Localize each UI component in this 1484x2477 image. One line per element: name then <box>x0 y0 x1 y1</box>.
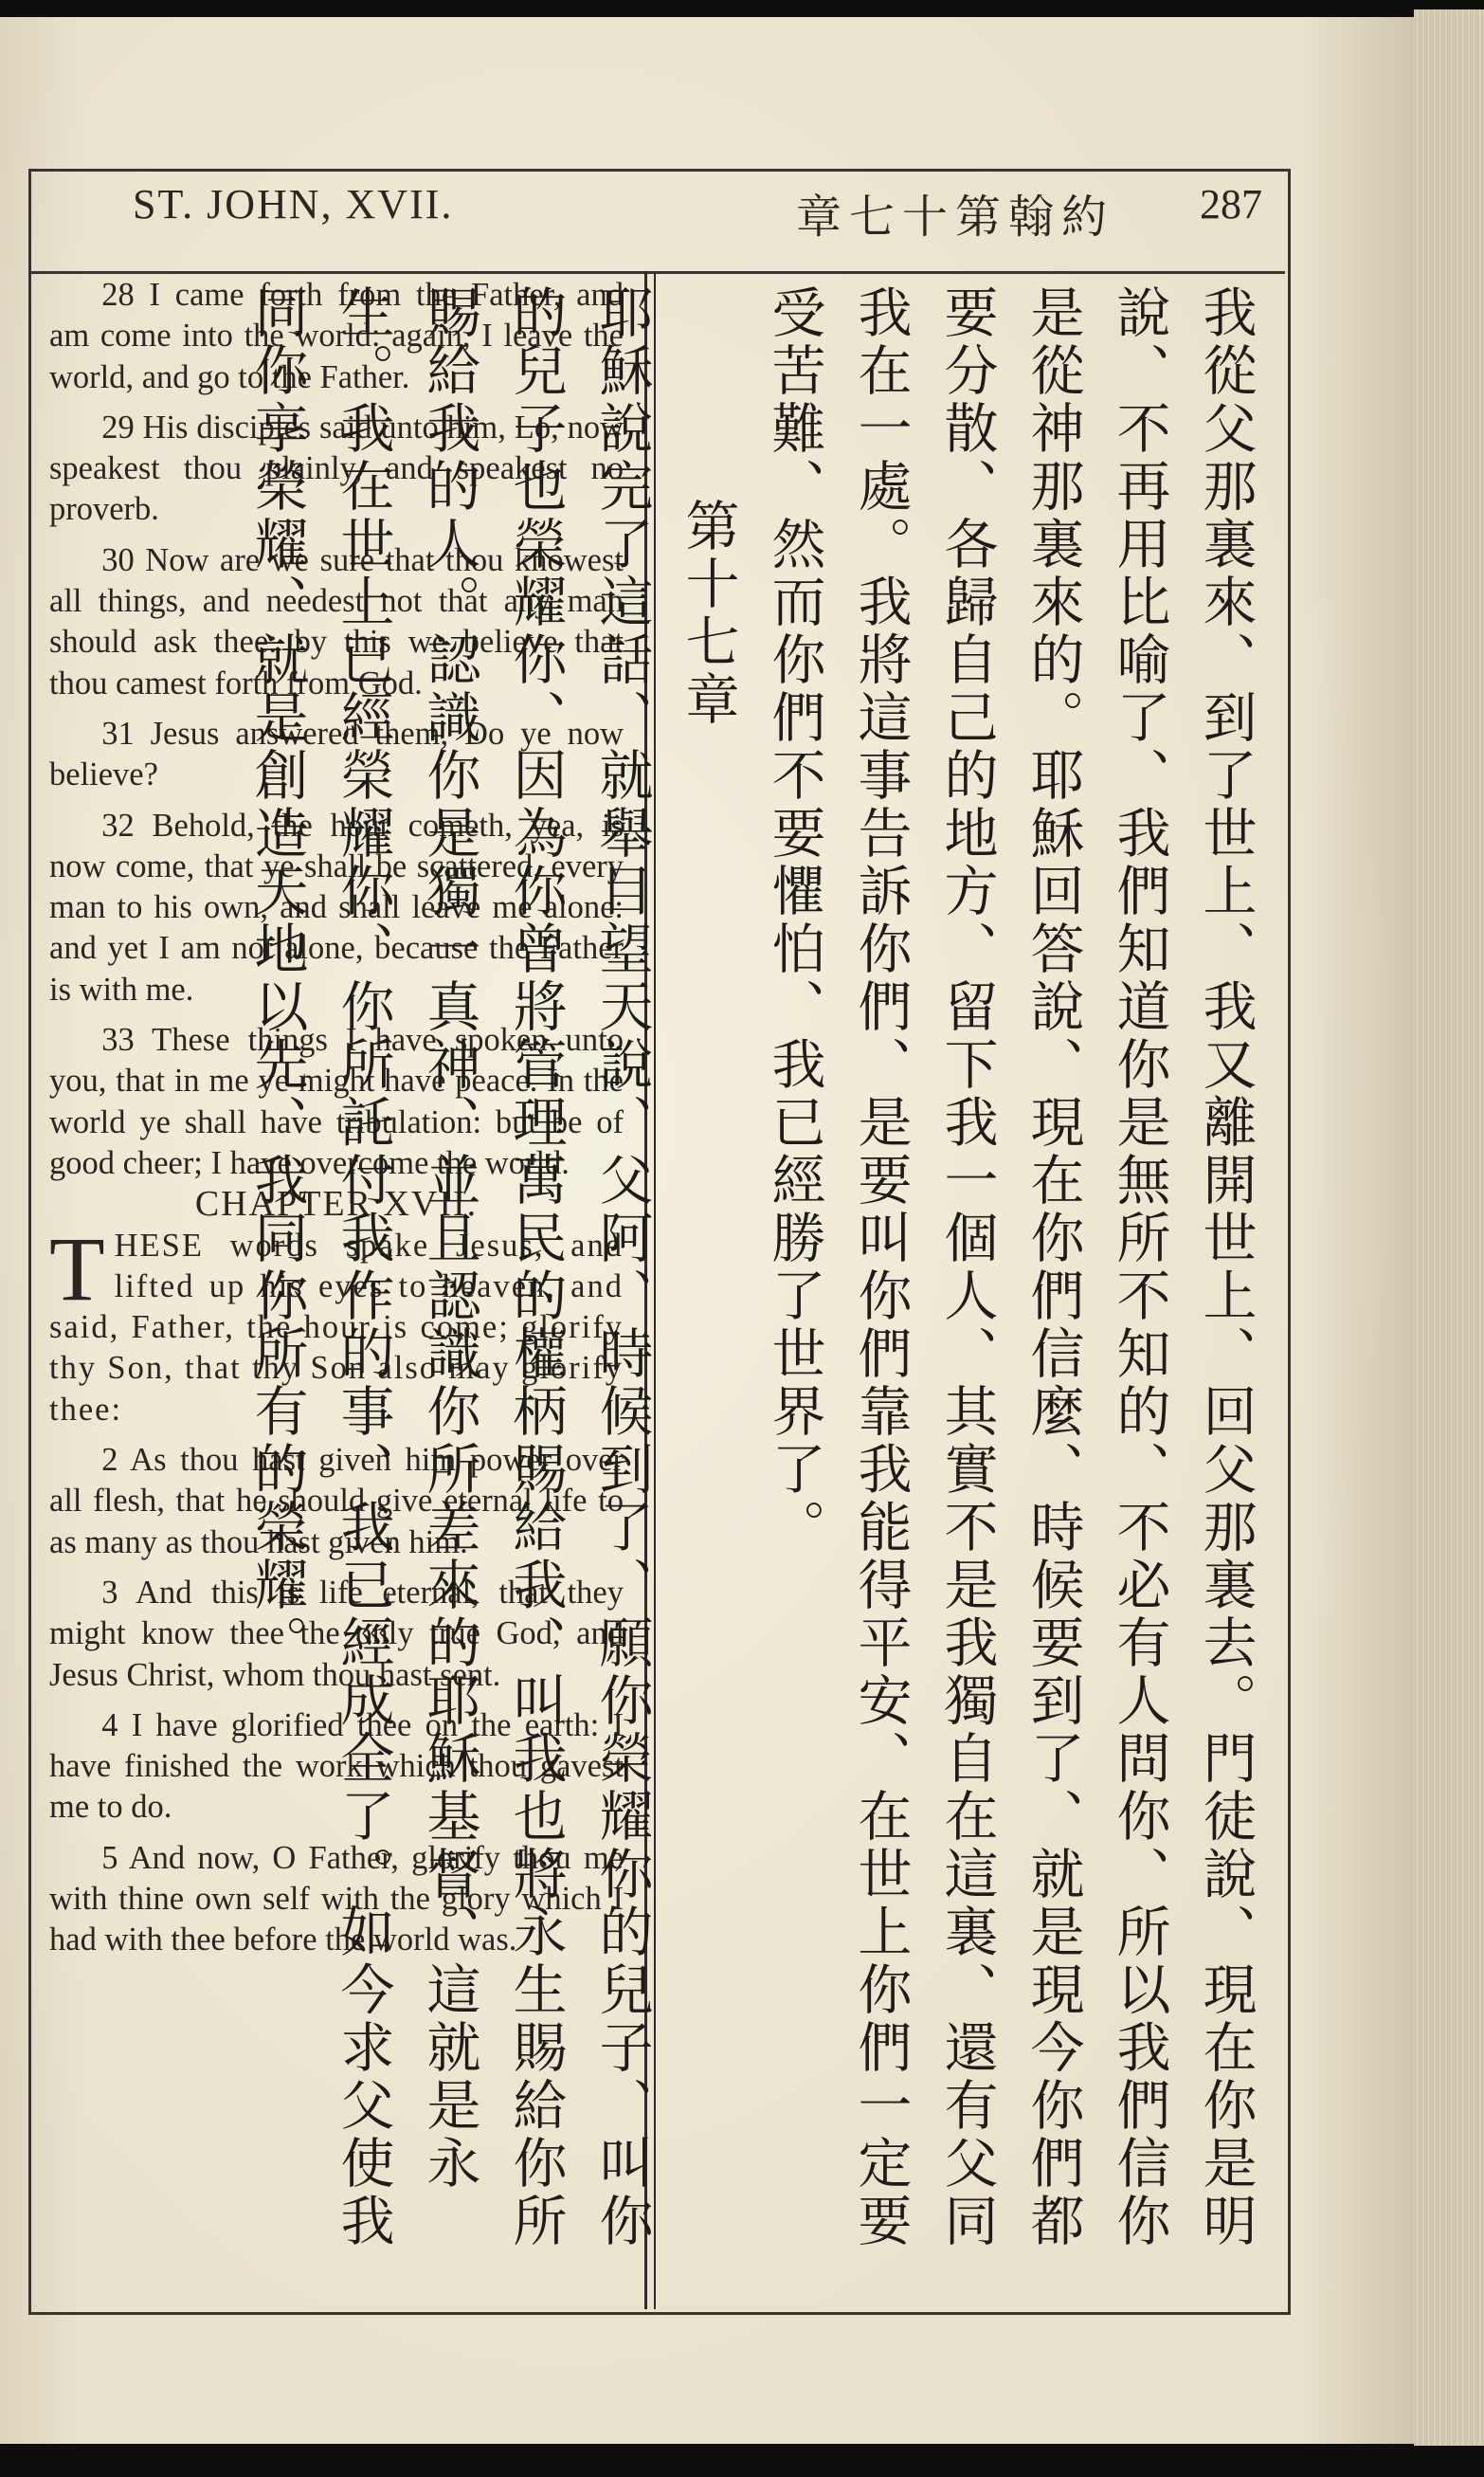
verse-17-1-text: HESE words spake Jesus, and lifted up his eyes to heaven, and said, Father, the hour is come; glorify thy Son, that thy Son also may glorify thee: <box>49 1227 624 1428</box>
verse-16-32: 32 Behold, the hour cometh, yea, is now come, that ye shall be scattered, every man to his own, and shall leave me alone: and yet I am not alone, because the Father is with me. <box>49 807 624 1008</box>
verse-16-29: 29 His disciples said unto him, Lo, now speakest thou plainly, and speakest no proverb. <box>49 409 624 528</box>
chapter-heading-chinese: 第十七章 <box>677 498 739 729</box>
page-number: 287 <box>1200 181 1262 228</box>
chapter-heading-english: CHAPTER XVII. <box>194 1184 479 1225</box>
chinese-ch17-text: 耶穌說完了這話、就舉目望天說、父阿、時候到了、願你榮耀你的兒子、叫你的兒子也榮耀你、因為你曾將管理萬民的權柄賜給我、叫我也將永生賜給你所賜給我的人。認識你是獨一真神、並且認識你所差來的耶穌基督、這就是永生。我在世上已經榮耀你、你所託付我作的事、我已經成全了。如今求父使我同你享榮耀、就是創造天地以先、我同你所有的榮耀。 <box>245 284 653 2250</box>
running-header <box>28 169 1285 274</box>
verse-16-30: 30 Now are we sure that thou knowest all things, and needest not that any man should ask thee: by this we believe that thou camest forth from God. <box>49 541 624 701</box>
verse-16-31: 31 Jesus answered them, Do ye now believe? <box>49 715 624 793</box>
verse-17-4: 4 I have glorified thee on the earth: I have finished the work which thou gavest me to do. <box>49 1706 624 1826</box>
verse-17-3: 3 And this is life eternal, that they might know thee the only true God, and Jesus Christ, whom thou hast sent. <box>49 1574 624 1693</box>
verse-17-2: 2 As thou hast given him power over all flesh, that he should give eternal life to as many as thou hast given him. <box>49 1442 624 1560</box>
header-chinese-title: 章七十第翰約 <box>796 191 1115 244</box>
drop-cap: T <box>49 1217 105 1320</box>
chinese-ch16-text: 我從父那裏來、到了世上、我又離開世上、回父那裏去。門徒說、現在你是明說、不再用比喻了、我們知道你是無所不知的、不必有人問你、所以我們信你是從神那裏來的。耶穌回答說、現在你們信麼、時候要到了、就是現今你們都要分散、各歸自己的地方、留下我一個人、其實不是我獨自在這裏、還有父同我在一處。我將這事告訴你們、是要叫你們靠我能得平安、在世上你們一定要受苦難、然而你們不要懼怕、我已經勝了世界了。 <box>763 284 1257 2250</box>
verse-17-5: 5 And now, O Father, glorify thou me with thine own self with the glory which I had with thee before the world was. <box>49 1839 624 1958</box>
header-english-title: ST. JOHN, XVII. <box>133 181 454 228</box>
verse-16-28: 28 I came forth from the Father, and am come into the world: again, I leave the world, and go to the Father. <box>49 277 624 395</box>
verse-16-33: 33 These things I have spoken unto you, that in me ye might have peace. In the world ye shall have tribulation: but be of good cheer; I have overcome the world. <box>49 1022 624 1181</box>
page-edge <box>1414 9 1484 2446</box>
